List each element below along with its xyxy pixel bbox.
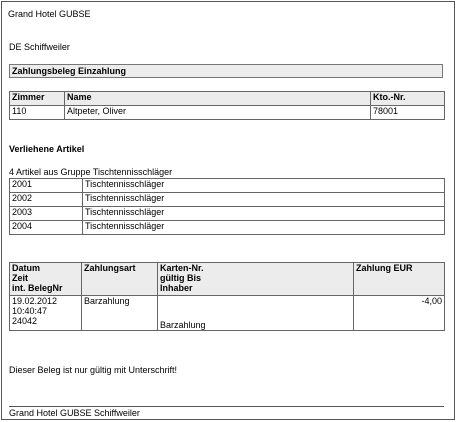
guest-name: Altpeter, Oliver — [65, 106, 371, 120]
footer-divider — [9, 406, 444, 407]
receipt-page — [1, 1, 455, 420]
payment-table — [9, 262, 445, 331]
payment-table-header — [10, 263, 445, 296]
payment-amount: -4,00 — [354, 296, 445, 331]
guest-table-header — [10, 92, 445, 106]
header-inhaber: Inhaber — [160, 283, 193, 293]
header-zimmer: Zimmer — [10, 92, 65, 106]
header-karten-nr: Karten-Nr. — [160, 263, 204, 273]
article-row — [10, 207, 445, 221]
header-datum: Datum — [12, 263, 41, 273]
header-name: Name — [65, 92, 371, 106]
header-card-info — [158, 263, 354, 296]
article-row — [10, 193, 445, 207]
room-number: 110 — [10, 106, 65, 120]
articles-heading: Verliehene Artikel — [9, 144, 85, 154]
footer-text: Grand Hotel GUBSE Schiffweiler — [9, 408, 140, 418]
header-gueltig-bis: gültig Bis — [160, 273, 201, 283]
account-number: 78001 — [371, 106, 445, 120]
article-number: 2001 — [10, 179, 83, 193]
header-date-time-beleg — [10, 263, 82, 296]
payment-row — [10, 296, 445, 331]
header-zahlung-eur: Zahlung EUR — [354, 263, 445, 296]
payment-holder-cell — [158, 296, 354, 331]
receipt-title-bar — [9, 64, 443, 78]
article-name: Tischtennisschläger — [83, 179, 445, 193]
article-number: 2004 — [10, 221, 83, 235]
header-zeit: Zeit — [12, 273, 29, 283]
receipt-title: Zahlungsbeleg Einzahlung — [12, 66, 127, 76]
payment-holder: Barzahlung — [160, 320, 206, 330]
header-zahlungsart: Zahlungsart — [82, 263, 158, 296]
header-kto: Kto.-Nr. — [371, 92, 445, 106]
hotel-name: Grand Hotel GUBSE — [8, 9, 91, 19]
article-row — [10, 179, 445, 193]
guest-table — [9, 91, 445, 120]
article-name: Tischtennisschläger — [83, 193, 445, 207]
articles-group-line: 4 Artikel aus Gruppe Tischtennisschläger — [9, 167, 173, 177]
payment-date: 19.02.2012 — [12, 296, 58, 306]
guest-table-row — [10, 106, 445, 120]
article-name: Tischtennisschläger — [83, 207, 445, 221]
article-number: 2002 — [10, 193, 83, 207]
payment-beleg-nr: 24042 — [12, 316, 38, 326]
article-name: Tischtennisschläger — [83, 221, 445, 235]
signature-notice: Dieser Beleg ist nur gültig mit Unterschrift! — [9, 365, 178, 375]
article-row — [10, 221, 445, 235]
location-line: DE Schiffweiler — [9, 42, 70, 52]
header-belegnr: int. BelegNr — [12, 283, 63, 293]
article-number: 2003 — [10, 207, 83, 221]
payment-time: 10:40:47 — [12, 306, 48, 316]
payment-date-time-beleg — [10, 296, 82, 331]
payment-method: Barzahlung — [82, 296, 158, 331]
articles-table — [9, 178, 445, 235]
